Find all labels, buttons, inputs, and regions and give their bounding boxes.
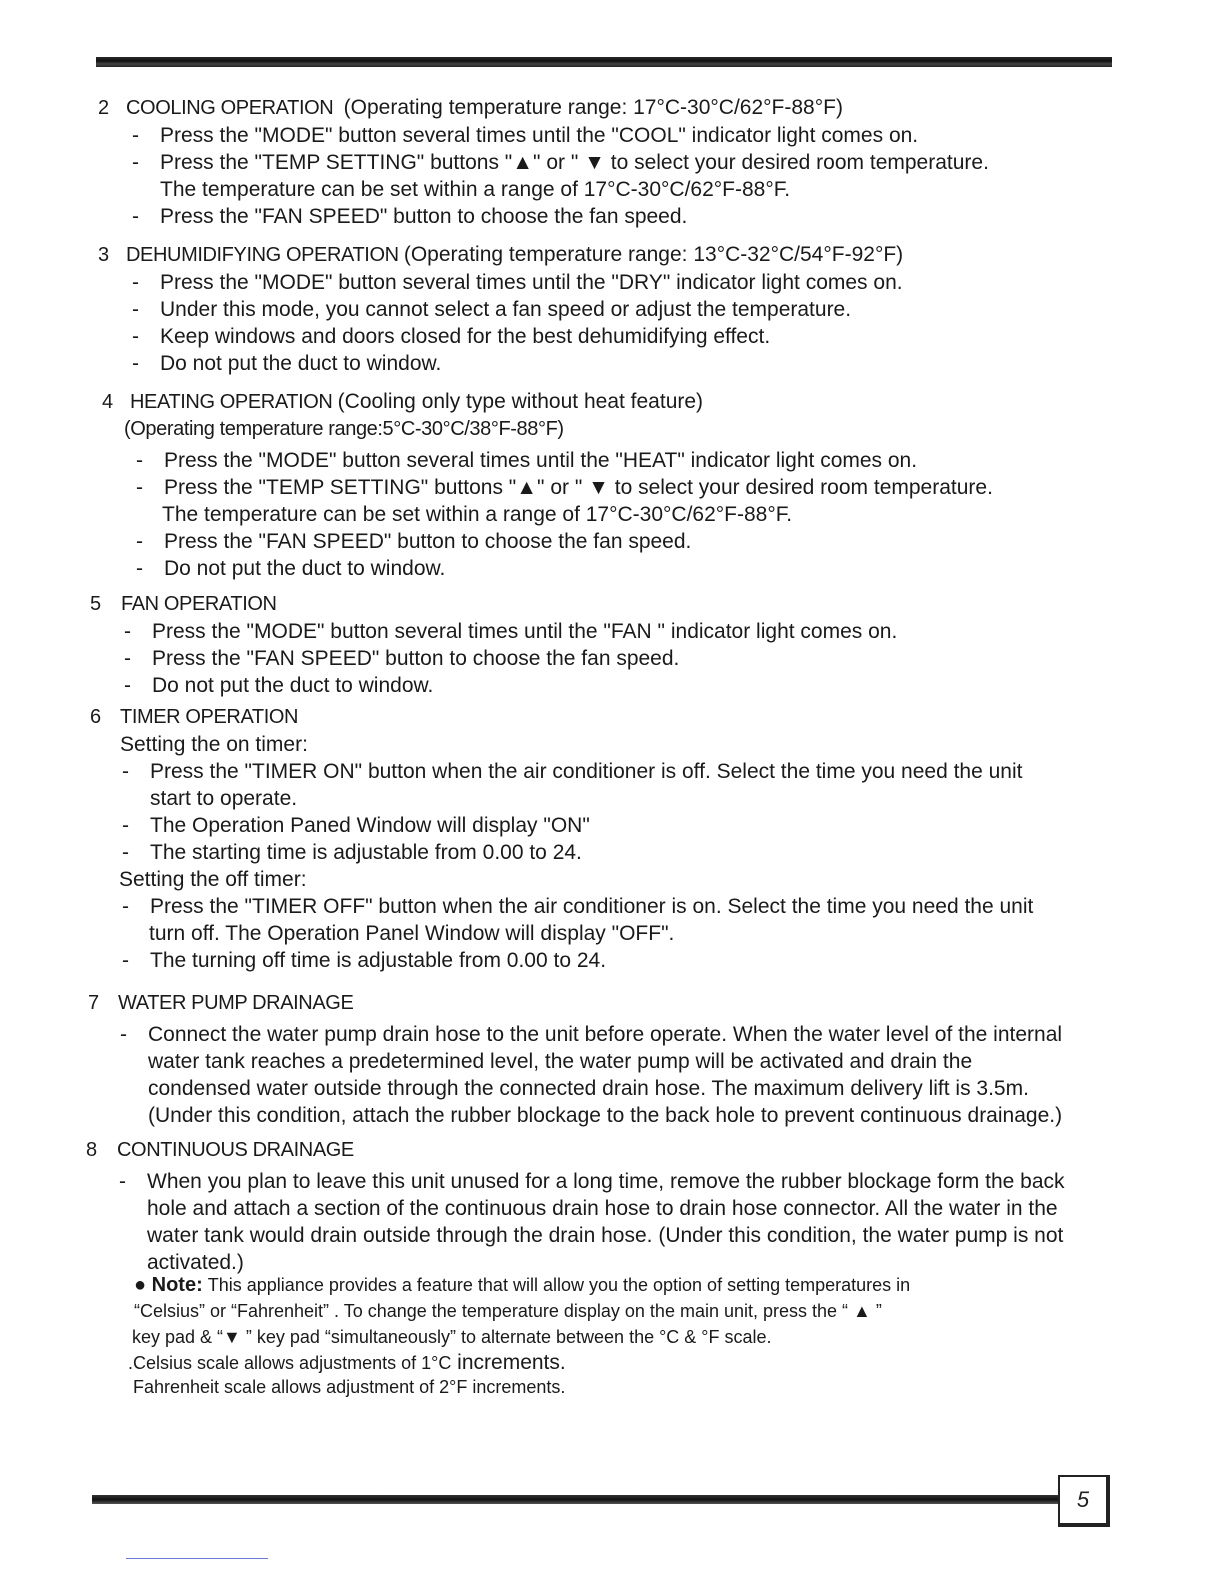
list-item: - The starting time is adjustable from 0.00 to 24. [118,839,1033,866]
list-item: - When you plan to leave this unit unused for a long time, remove the rubber blockage form the back [115,1168,1065,1195]
note-block [128,1272,910,1400]
list-item: - Do not put the duct to window. [120,672,897,699]
list-item: - Press the "FAN SPEED" button to choose the fan speed. [128,203,989,230]
list-item-continuation: The temperature can be set within a range of 17°C-30°C/62°F-88°F. [160,178,791,201]
section-fan [90,591,897,699]
list-item: - Press the "MODE" button several times until the "COOL" indicator light comes on. [128,122,989,149]
section-title: TIMER OPERATION [120,706,299,728]
section-heading [90,591,897,618]
section-number: 3 [98,244,109,266]
section-timer [90,704,1033,974]
dehumidifying-steps [128,269,903,377]
section-number: 5 [90,593,101,615]
list-item: - Press the "MODE" button several times until the "DRY" indicator light comes on. [128,269,903,296]
page-number: 5 [1058,1475,1110,1527]
on-timer-steps [118,758,1033,785]
section-continuous-drainage [86,1137,1065,1276]
temperature-range: (Operating temperature range:5°C-30°C/38°F-88°F) [124,418,564,440]
note-line: key pad & “▼ ” key pad “simultaneously” to alternate between the °C & °F scale. [132,1327,772,1347]
pump-steps [116,1021,1062,1048]
list-item-continuation: water tank reaches a predetermined level, the water pump will be activated and drain the [148,1050,973,1073]
note-line [128,1350,910,1376]
list-item-continuation: start to operate. [150,787,298,810]
list-item: - Press the "TIMER ON" button when the air conditioner is off. Select the time you need the unit [118,758,1033,785]
list-item-continuation: water tank would drain outside through the drain hose. (Under this condition, the water pump is not [147,1224,1064,1247]
list-item: - Press the "MODE" button several times until the "FAN " indicator light comes on. [120,618,897,645]
fan-steps [120,618,897,699]
section-number: 2 [98,97,109,119]
celsius-scale-text: .Celsius scale allows adjustments of 1°C [128,1353,452,1373]
off-timer-steps-more [118,947,1033,974]
list-item: - Under this mode, you cannot select a fan speed or adjust the temperature. [128,296,903,323]
list-item: - Press the "MODE" button several times until the "HEAT" indicator light comes on. [132,447,993,474]
section-water-pump [88,990,1062,1129]
section-cooling [98,94,989,230]
section-number: 7 [88,992,99,1014]
list-item: - The turning off time is adjustable from 0.00 to 24. [118,947,1033,974]
list-item: - Keep windows and doors closed for the best dehumidifying effect. [128,323,903,350]
list-item-continuation: activated.) [147,1251,244,1274]
list-item: - Do not put the duct to window. [128,350,903,377]
note-text: This appliance provides a feature that will allow you the option of setting temperatures in [207,1275,911,1295]
section-heading [90,704,1033,731]
decorative-line [126,1558,268,1559]
section-number: 4 [102,391,113,413]
section-heading [88,990,1062,1017]
section-title: FAN OPERATION [121,593,277,615]
list-item: - Do not put the duct to window. [132,555,993,582]
section-heating [102,388,993,582]
list-item-continuation: turn off. The Operation Panel Window will display "OFF". [149,922,675,945]
celsius-scale-suffix: increments. [451,1351,566,1374]
section-title: CONTINUOUS DRAINAGE [117,1139,354,1161]
list-item: - Press the "FAN SPEED" button to choose the fan speed. [120,645,897,672]
note-line: Fahrenheit scale allows adjustment of 2°F increments. [133,1377,566,1397]
section-title: HEATING OPERATION [130,391,333,413]
temperature-range: (Operating temperature range: 17°C-30°C/62°F-88°F) [343,96,843,119]
section-number: 6 [90,706,101,728]
list-item: - Press the "TIMER OFF" button when the air conditioner is on. Select the time you need the unit [118,893,1033,920]
bottom-rule [92,1495,1058,1504]
cooling-steps-more [128,203,989,230]
list-item: - Press the "TEMP SETTING" buttons "▲" or " ▼ to select your desired room temperature. [128,149,989,176]
section-heading [102,388,993,416]
cooling-steps [128,122,989,176]
list-item-continuation: (Under this condition, attach the rubber blockage to the back hole to prevent continuous drainage.) [148,1104,1063,1127]
section-heading [98,94,989,122]
section-title: WATER PUMP DRAINAGE [118,992,354,1014]
section-heading [86,1137,1065,1164]
off-timer-steps [118,893,1033,920]
temperature-range: (Operating temperature range: 13°C-32°C/54°F-92°F) [403,243,904,266]
list-item: - Press the "FAN SPEED" button to choose the fan speed. [132,528,993,555]
section-subtitle: (Cooling only type without heat feature) [337,390,704,413]
on-timer-steps-more [118,812,1033,866]
on-timer-label: Setting the on timer: [120,733,308,756]
continuous-steps [115,1168,1065,1195]
section-dehumidifying [98,241,903,377]
note-label: ● Note: [134,1274,203,1296]
section-title: COOLING OPERATION [126,97,334,119]
list-item-continuation: The temperature can be set within a range of 17°C-30°C/62°F-88°F. [162,503,793,526]
heating-steps [132,447,993,501]
off-timer-label: Setting the off timer: [119,868,307,891]
top-rule [96,57,1112,67]
note-line: “Celsius” or “Fahrenheit” . To change the temperature display on the main unit, press the “ ▲ ” [134,1301,882,1321]
list-item: - The Operation Paned Window will display "ON" [118,812,1033,839]
list-item: - Press the "TEMP SETTING" buttons "▲" or " ▼ to select your desired room temperature. [132,474,993,501]
note-line [134,1272,910,1298]
list-item-continuation: condensed water outside through the connected drain hose. The maximum delivery lift is 3.5m. [148,1077,1029,1100]
section-heading [98,241,903,269]
section-number: 8 [86,1139,97,1161]
list-item-continuation: hole and attach a section of the continuous drain hose to drain hose connector. All the water in the [147,1197,1058,1220]
section-title: DEHUMIDIFYING OPERATION [126,244,399,266]
list-item: - Connect the water pump drain hose to the unit before operate. When the water level of the internal [116,1021,1062,1048]
heating-steps-more [132,528,993,582]
